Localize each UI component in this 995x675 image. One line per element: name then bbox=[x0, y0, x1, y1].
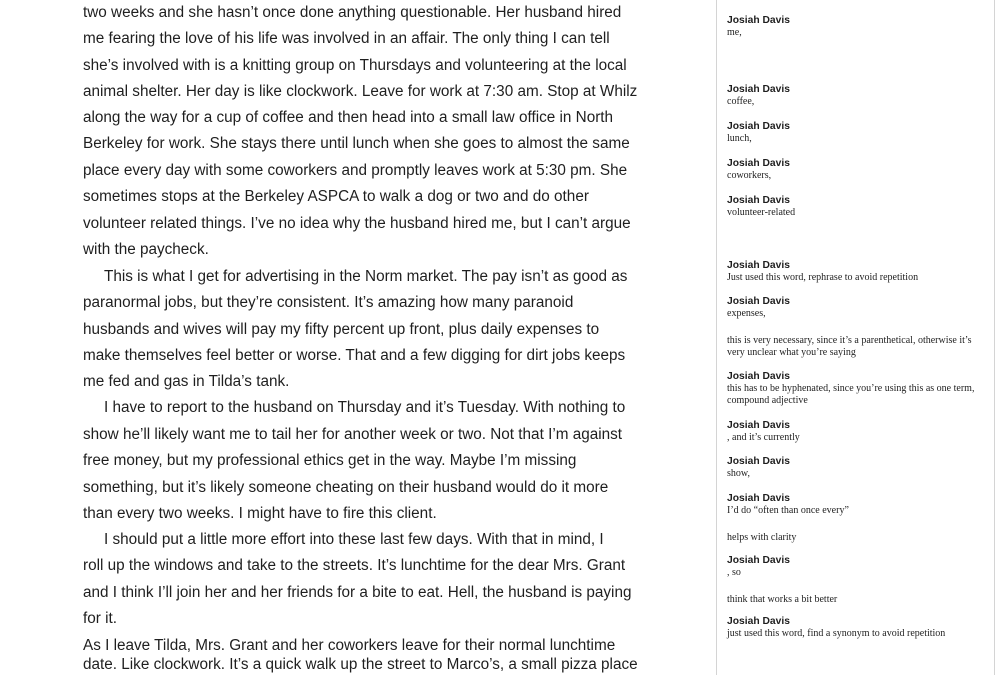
text-line: free money, but my professional ethics get in the way. Maybe I’m missing bbox=[83, 452, 577, 469]
comment-text: this has to be hyphenated, since you’re using this as one term, compound adjective bbox=[727, 383, 975, 406]
text-line: and I think I’ll join her and her friends for a bite to eat. Hell, the husband is paying bbox=[83, 584, 632, 601]
comment[interactable] bbox=[727, 455, 989, 480]
comment-text: helps with clarity bbox=[727, 532, 797, 543]
comment-text: coworkers, bbox=[727, 170, 772, 181]
comment[interactable] bbox=[727, 120, 989, 145]
comment-text: , and it’s currently bbox=[727, 432, 800, 443]
comment[interactable] bbox=[727, 83, 989, 108]
text-line: than every two weeks. I might have to fire this client. bbox=[83, 505, 437, 522]
comment-author: Josiah Davis bbox=[727, 456, 790, 467]
comment-text: I’d do “often than once every” bbox=[727, 505, 849, 516]
comment-reply[interactable] bbox=[727, 335, 989, 359]
comment[interactable] bbox=[727, 14, 989, 39]
comment-text: show, bbox=[727, 468, 750, 479]
comment[interactable] bbox=[727, 615, 989, 640]
text-line: me fed and gas in Tilda’s tank. bbox=[83, 373, 290, 390]
text-line: something, but it’s likely someone cheating on their husband would do it more bbox=[83, 479, 609, 496]
comment-author: Josiah Davis bbox=[727, 493, 790, 504]
text-line: paranormal jobs, but they’re consistent. It’s amazing how many paranoid bbox=[83, 294, 574, 311]
comment[interactable] bbox=[727, 419, 989, 444]
comment-text: me, bbox=[727, 27, 742, 38]
text-line: place every day with some coworkers and promptly leaves work at 5:30 pm. She bbox=[83, 162, 628, 179]
comment[interactable] bbox=[727, 194, 989, 219]
comment-author: Josiah Davis bbox=[727, 15, 790, 26]
comment[interactable] bbox=[727, 157, 989, 182]
comment[interactable] bbox=[727, 295, 989, 320]
text-line: sometimes stops at the Berkeley ASPCA to walk a dog or two and do other bbox=[83, 188, 589, 205]
text-line: two weeks and she hasn’t once done anything questionable. Her husband hired bbox=[83, 4, 622, 21]
comment-author: Josiah Davis bbox=[727, 616, 790, 627]
text-line: show he’ll likely want me to tail her for another week or two. Not that I’m against bbox=[83, 426, 623, 443]
text-line: with the paycheck. bbox=[83, 241, 209, 258]
text-line: I have to report to the husband on Thursday and it’s Tuesday. With nothing to bbox=[104, 399, 626, 416]
comment-author: Josiah Davis bbox=[727, 121, 790, 132]
text-line: make themselves feel better or worse. That and a few digging for dirt jobs keeps bbox=[83, 347, 626, 364]
comment-author: Josiah Davis bbox=[727, 260, 790, 271]
comment-author: Josiah Davis bbox=[727, 296, 790, 307]
text-line: husbands and wives will pay my fifty percent up front, plus daily expenses to bbox=[83, 321, 600, 338]
text-line: me fearing the love of his life was involved in an affair. The only thing I can tell bbox=[83, 30, 610, 47]
comment[interactable] bbox=[727, 259, 989, 284]
comment-author: Josiah Davis bbox=[727, 158, 790, 169]
comment[interactable] bbox=[727, 370, 989, 407]
comment[interactable] bbox=[727, 492, 989, 517]
comment[interactable] bbox=[727, 554, 989, 579]
comment-author: Josiah Davis bbox=[727, 84, 790, 95]
text-line: As I leave Tilda, Mrs. Grant and her coworkers leave for their normal lunchtime bbox=[83, 637, 616, 654]
comment-text: this is very necessary, since it’s a parenthetical, otherwise it’s very unclear what you’re saying bbox=[727, 335, 972, 358]
text-line: along the way for a cup of coffee and then head into a small law office in North bbox=[83, 109, 614, 126]
comment-text: expenses, bbox=[727, 308, 766, 319]
comment-text: Just used this word, rephrase to avoid repetition bbox=[727, 272, 919, 283]
comments-pane bbox=[716, 0, 995, 675]
comment-author: Josiah Davis bbox=[727, 555, 790, 566]
comment-reply[interactable] bbox=[727, 532, 989, 544]
text-line: she’s involved with is a knitting group on Thursdays and volunteering at the local bbox=[83, 57, 627, 74]
comment-text: volunteer-related bbox=[727, 207, 796, 218]
text-line: Berkeley for work. She stays there until lunch when she goes to almost the same bbox=[83, 135, 630, 152]
text-line: roll up the windows and take to the streets. It’s lunchtime for the dear Mrs. Grant bbox=[83, 557, 626, 574]
comment-text: think that works a bit better bbox=[727, 594, 838, 605]
comment-author: Josiah Davis bbox=[727, 420, 790, 431]
text-line: date. Like clockwork. It’s a quick walk up the street to Marco’s, a small pizza place bbox=[83, 656, 638, 673]
text-line: volunteer related things. I’ve no idea why the husband hired me, but I can’t argue bbox=[83, 215, 631, 232]
comment-text: lunch, bbox=[727, 133, 752, 144]
text-line: This is what I get for advertising in the Norm market. The pay isn’t as good as bbox=[104, 268, 628, 285]
comment-reply[interactable] bbox=[727, 594, 989, 606]
comment-text: coffee, bbox=[727, 96, 755, 107]
text-line: I should put a little more effort into these last few days. With that in mind, I bbox=[104, 531, 604, 548]
comment-text: , so bbox=[727, 567, 741, 578]
comment-author: Josiah Davis bbox=[727, 371, 790, 382]
text-line: for it. bbox=[83, 610, 117, 627]
text-line: animal shelter. Her day is like clockwork. Leave for work at 7:30 am. Stop at Whilz bbox=[83, 83, 638, 100]
comment-author: Josiah Davis bbox=[727, 195, 790, 206]
comment-text: just used this word, find a synonym to avoid repetition bbox=[727, 628, 946, 639]
